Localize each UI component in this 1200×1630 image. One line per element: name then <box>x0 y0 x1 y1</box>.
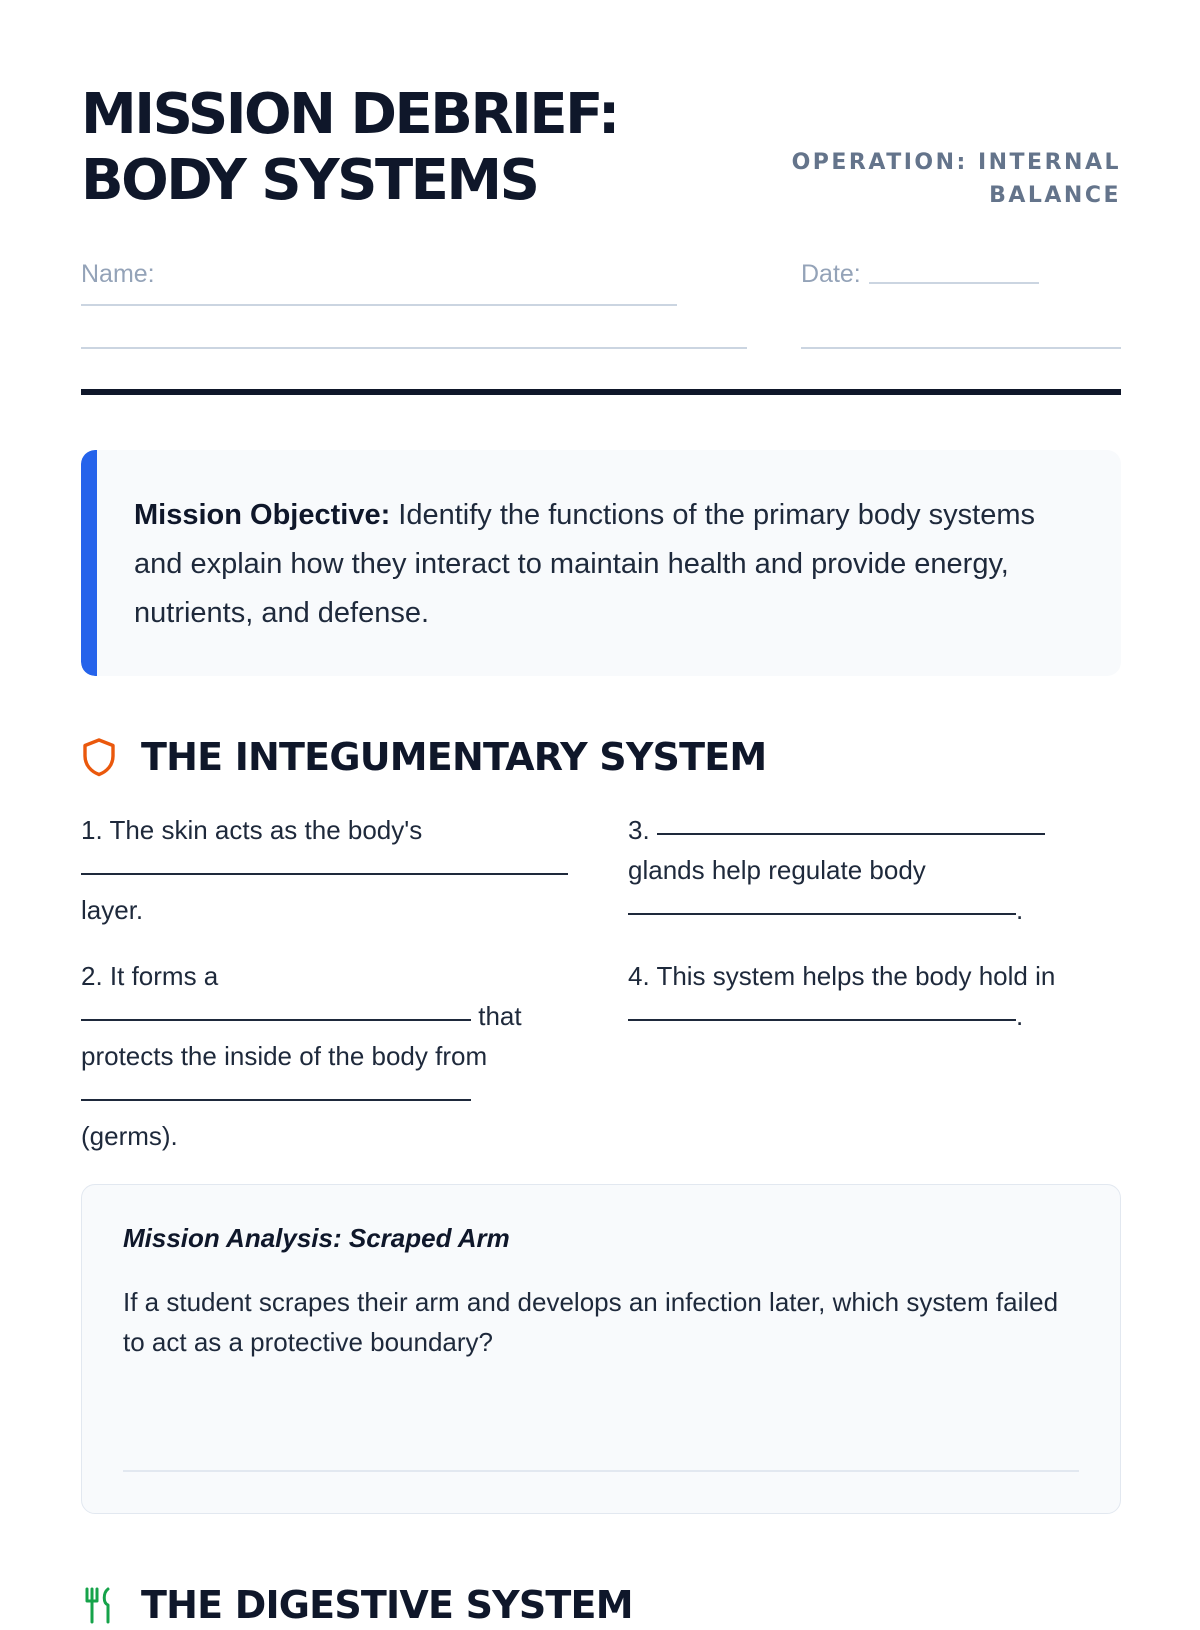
answer-blank[interactable] <box>628 1019 1016 1021</box>
mission-analysis-box <box>81 1184 1121 1514</box>
answer-blank[interactable] <box>81 1099 471 1101</box>
question-text: . <box>1016 895 1024 925</box>
question-2 <box>81 956 581 1156</box>
answer-blank[interactable] <box>628 913 1016 915</box>
section-title: THE DIGESTIVE SYSTEM <box>141 1583 633 1627</box>
question-text: 2. It forms a <box>81 961 219 991</box>
date-label: Date: <box>801 260 861 288</box>
questions-right-column <box>628 810 1121 1062</box>
header-divider <box>81 389 1121 395</box>
analysis-answer-line[interactable] <box>123 1470 1079 1472</box>
question-text: 3. <box>628 815 650 845</box>
name-blank[interactable] <box>81 304 677 306</box>
objective-accent-bar <box>81 450 97 676</box>
question-text: . <box>1016 1001 1024 1031</box>
objective-label: Mission Objective: <box>134 499 391 531</box>
mission-objective-box <box>81 450 1121 676</box>
question-text: that protects the inside of the body from <box>81 1001 522 1071</box>
answer-blank[interactable] <box>81 873 568 875</box>
date-field[interactable] <box>801 258 1121 290</box>
answer-blank[interactable] <box>657 833 1045 835</box>
utensils-icon <box>81 1583 121 1627</box>
analysis-title: Mission Analysis: Scraped Arm <box>123 1223 510 1253</box>
answer-blank[interactable] <box>81 1019 471 1021</box>
title-line-1: MISSION DEBRIEF: <box>81 82 618 147</box>
section-integumentary-header <box>81 732 766 782</box>
question-text: glands help regulate body <box>628 855 926 885</box>
name-label: Name: <box>81 260 155 288</box>
questions-left-column <box>81 810 581 1182</box>
question-3 <box>628 810 1121 930</box>
question-text: 1. The skin acts as the body's <box>81 815 423 845</box>
section-title: THE INTEGUMENTARY SYSTEM <box>141 735 767 779</box>
analysis-question: If a student scrapes their arm and develops an infection later, which system failed to act as a protective boundary? <box>123 1287 1059 1357</box>
objective-body: Identify the functions of the primary body systems and explain how they interact to maintain health and provide energy, nutrients, and defense. <box>134 499 1035 629</box>
operation-label: OPERATION: INTERNAL BALANCE <box>791 150 1121 208</box>
section-digestive-header <box>81 1580 633 1630</box>
shield-icon <box>81 735 121 779</box>
question-text: 4. This system helps the body hold in <box>628 961 1056 991</box>
page-title <box>81 82 701 214</box>
title-line-2: BODY SYSTEMS <box>81 148 538 213</box>
question-text: layer. <box>81 895 144 925</box>
question-text: (germs). <box>81 1121 178 1151</box>
question-1 <box>81 810 581 930</box>
name-field[interactable] <box>81 258 747 306</box>
date-blank[interactable] <box>869 282 1039 284</box>
date-field-underline <box>801 347 1121 349</box>
objective-text <box>134 491 1064 638</box>
question-4 <box>628 956 1121 1036</box>
name-field-underline <box>81 347 747 349</box>
